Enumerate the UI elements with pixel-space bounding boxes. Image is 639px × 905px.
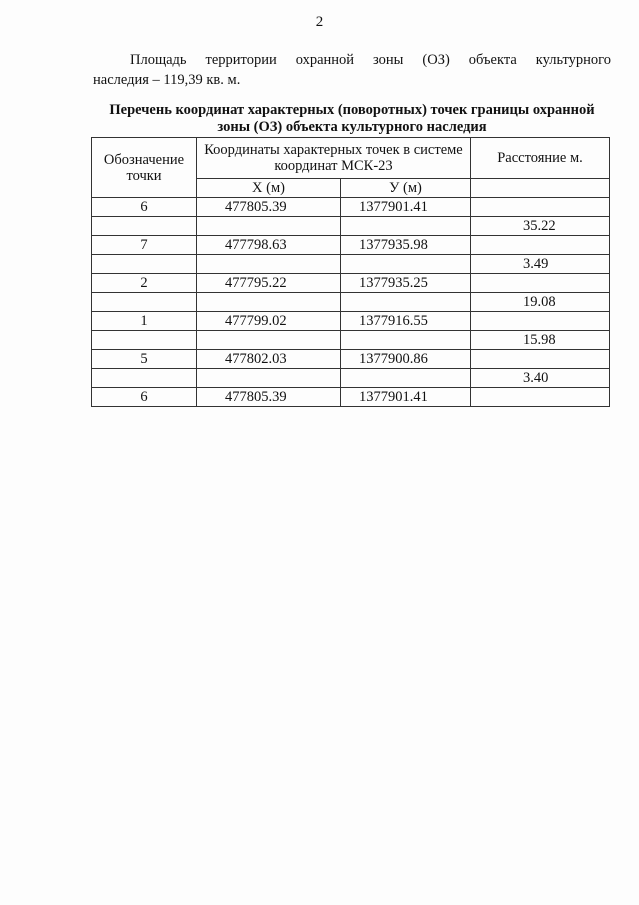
empty-cell <box>197 217 341 236</box>
table-row-distance <box>92 217 610 236</box>
header-distance: Расстояние м. <box>471 138 610 179</box>
point-y: 1377901.41 <box>341 198 471 217</box>
header-coordinates: Координаты характерных точек в системе координат МСК-23 <box>197 138 471 179</box>
point-distance-empty <box>471 274 610 293</box>
page-number: 2 <box>315 14 324 30</box>
table-row-point <box>92 236 610 255</box>
point-y: 1377935.98 <box>341 236 471 255</box>
point-y: 1377935.25 <box>341 274 471 293</box>
point-label: 7 <box>92 236 197 255</box>
table-header-row <box>92 138 610 179</box>
distance-value: 35.22 <box>471 217 610 236</box>
table-row-distance <box>92 331 610 350</box>
intro-paragraph <box>93 50 611 90</box>
point-x: 477802.03 <box>197 350 341 369</box>
empty-cell <box>92 369 197 388</box>
point-distance-empty <box>471 388 610 407</box>
coordinates-table <box>91 137 610 407</box>
empty-cell <box>341 369 471 388</box>
empty-cell <box>92 217 197 236</box>
distance-value: 3.49 <box>471 255 610 274</box>
header-point-label: Обозначение точки <box>92 138 197 198</box>
distance-value: 3.40 <box>471 369 610 388</box>
point-x: 477795.22 <box>197 274 341 293</box>
point-y: 1377916.55 <box>341 312 471 331</box>
point-y: 1377901.41 <box>341 388 471 407</box>
point-label: 6 <box>92 198 197 217</box>
header-y: У (м) <box>341 179 471 198</box>
empty-cell <box>341 293 471 312</box>
table-row-distance <box>92 293 610 312</box>
table-title: Перечень координат характерных (поворотных) точек границы охранной зоны (ОЗ) объекта культурного наследия <box>109 102 595 135</box>
point-distance-empty <box>471 198 610 217</box>
point-label: 5 <box>92 350 197 369</box>
empty-cell <box>197 293 341 312</box>
empty-cell <box>92 331 197 350</box>
table-row-point <box>92 312 610 331</box>
point-x: 477805.39 <box>197 388 341 407</box>
point-label: 6 <box>92 388 197 407</box>
point-y: 1377900.86 <box>341 350 471 369</box>
table-row-point <box>92 388 610 407</box>
empty-cell <box>197 255 341 274</box>
point-distance-empty <box>471 312 610 331</box>
point-label: 1 <box>92 312 197 331</box>
point-x: 477799.02 <box>197 312 341 331</box>
table-row-point <box>92 274 610 293</box>
empty-cell <box>341 217 471 236</box>
point-x: 477805.39 <box>197 198 341 217</box>
point-distance-empty <box>471 350 610 369</box>
empty-cell <box>197 331 341 350</box>
point-x: 477798.63 <box>197 236 341 255</box>
header-distance-empty <box>471 179 610 198</box>
header-x: X (м) <box>197 179 341 198</box>
table-row-point <box>92 350 610 369</box>
empty-cell <box>341 255 471 274</box>
table-row-distance <box>92 255 610 274</box>
empty-cell <box>92 255 197 274</box>
distance-value: 19.08 <box>471 293 610 312</box>
table-row-distance <box>92 369 610 388</box>
empty-cell <box>341 331 471 350</box>
point-label: 2 <box>92 274 197 293</box>
empty-cell <box>197 369 341 388</box>
intro-line-2: наследия – 119,39 кв. м. <box>93 72 241 88</box>
empty-cell <box>92 293 197 312</box>
point-distance-empty <box>471 236 610 255</box>
distance-value: 15.98 <box>471 331 610 350</box>
intro-line-1: Площадь территории охранной зоны (ОЗ) объекта культурного <box>130 52 611 68</box>
table-row-point <box>92 198 610 217</box>
